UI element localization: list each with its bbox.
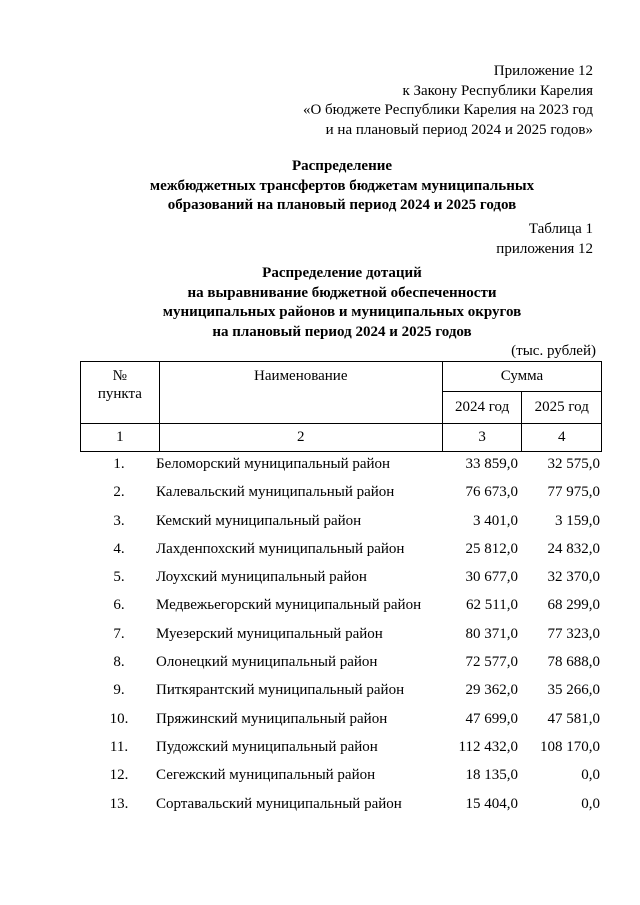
appendix-line: и на плановый период 2024 и 2025 годов» — [325, 121, 593, 138]
row-value-2024: 3 401,0 — [473, 512, 518, 529]
table-header — [80, 361, 602, 452]
row-number: 2. — [113, 484, 125, 501]
table-row — [80, 710, 602, 738]
table-row — [80, 653, 602, 681]
row-value-2025: 32 575,0 — [547, 456, 600, 472]
row-value-2025: 68 299,0 — [547, 597, 600, 614]
row-name: Пряжинский муниципальный район — [156, 710, 388, 727]
row-value-2024: 47 699,0 — [465, 710, 518, 727]
row-name: Муезерский муниципальный район — [156, 625, 383, 642]
row-number: 8. — [113, 654, 125, 671]
document-title — [0, 157, 640, 216]
row-name: Медвежьегорский муниципальный район — [156, 597, 422, 614]
row-value-2024: 25 812,0 — [465, 540, 518, 557]
index-cell: 1 — [81, 424, 160, 452]
row-number: 12. — [109, 767, 129, 784]
table-row — [80, 681, 602, 709]
row-name: Сортавальский муниципальный район — [156, 795, 402, 812]
row-value-2025: 35 266,0 — [547, 682, 600, 699]
row-value-2024: 29 362,0 — [465, 682, 518, 699]
row-value-2025: 0,0 — [581, 767, 600, 784]
row-name: Лахденпохский муниципальный район — [156, 540, 405, 557]
appendix-line: Приложение 12 — [493, 63, 593, 79]
header-year-2025: 2025 год — [522, 391, 602, 423]
row-name: Сегежский муниципальный район — [156, 767, 376, 784]
units-label: (тыс. рублей) — [511, 343, 596, 359]
row-value-2025: 0,0 — [581, 795, 600, 812]
row-value-2024: 112 432,0 — [458, 738, 518, 755]
header-sum: Сумма — [442, 362, 601, 392]
subtitle-line: на плановый период 2024 и 2025 годов — [212, 323, 472, 340]
row-value-2025: 3 159,0 — [555, 512, 600, 529]
row-number: 3. — [113, 512, 125, 529]
row-value-2025: 108 170,0 — [540, 738, 600, 755]
table-reference — [496, 220, 593, 259]
row-value-2025: 32 370,0 — [547, 569, 600, 586]
row-number: 9. — [113, 682, 125, 699]
row-value-2024: 80 371,0 — [465, 625, 518, 642]
header-name: Наименование — [159, 362, 442, 424]
row-value-2024: 72 577,0 — [465, 654, 518, 671]
table-row — [80, 568, 602, 596]
header-year-2024: 2024 год — [442, 391, 522, 423]
row-value-2024: 76 673,0 — [465, 484, 518, 501]
table-row — [80, 455, 602, 483]
row-name: Калевальский муниципальный район — [156, 484, 395, 501]
row-value-2025: 47 581,0 — [547, 710, 600, 727]
index-cell: 4 — [522, 424, 602, 452]
subtitle-line: Распределение дотаций — [262, 265, 422, 281]
index-cell: 3 — [442, 424, 522, 452]
row-value-2024: 30 677,0 — [465, 569, 518, 586]
row-number: 13. — [109, 795, 129, 812]
row-number: 5. — [113, 569, 125, 586]
table-row — [80, 540, 602, 568]
table-row — [80, 512, 602, 540]
row-value-2025: 78 688,0 — [547, 654, 600, 671]
row-value-2025: 24 832,0 — [547, 540, 600, 557]
appendix-line: к Закону Республики Карелия — [402, 82, 593, 99]
row-value-2024: 18 135,0 — [465, 767, 518, 784]
table-ref-line: Таблица 1 — [528, 221, 593, 237]
appendix-reference — [303, 62, 593, 140]
row-name: Питкярантский муниципальный район — [156, 682, 405, 699]
table-row — [80, 766, 602, 794]
row-number: 6. — [113, 597, 125, 614]
title-line: межбюджетных трансфертов бюджетам муниципальных — [149, 177, 535, 194]
row-name: Олонецкий муниципальный район — [156, 654, 378, 671]
row-name: Пудожский муниципальный район — [156, 738, 378, 755]
row-number: 7. — [113, 625, 125, 642]
title-line: образований на плановый период 2024 и 2025 годов — [167, 197, 517, 213]
row-number: 4. — [113, 540, 125, 557]
row-value-2025: 77 975,0 — [547, 484, 600, 501]
row-name: Беломорский муниципальный район — [156, 456, 391, 472]
row-number: 1. — [113, 456, 125, 472]
table-row — [80, 795, 602, 823]
row-value-2024: 15 404,0 — [465, 795, 518, 812]
row-value-2024: 33 859,0 — [465, 456, 518, 472]
subtitle-line: на выравнивание бюджетной обеспеченности — [187, 284, 497, 301]
row-number: 11. — [109, 738, 129, 755]
index-cell: 2 — [159, 424, 442, 452]
row-value-2024: 62 511,0 — [466, 597, 518, 614]
table-title — [0, 264, 640, 342]
table-row — [80, 625, 602, 653]
table-row — [80, 596, 602, 624]
appendix-line: «О бюджете Республики Карелия на 2023 год — [302, 102, 593, 118]
row-name: Лоухский муниципальный район — [156, 569, 367, 586]
row-value-2025: 77 323,0 — [547, 625, 600, 642]
header-number — [81, 362, 160, 424]
subtitle-line: муниципальных районов и муниципальных округов — [162, 304, 522, 320]
row-number: 10. — [109, 710, 129, 727]
title-line: Распределение — [291, 158, 393, 174]
table-row — [80, 483, 602, 511]
header-number-line2: пункта — [97, 386, 142, 402]
row-name: Кемский муниципальный район — [156, 512, 362, 529]
header-number-line1: № — [112, 368, 127, 384]
table-row — [80, 738, 602, 766]
table-body — [80, 455, 602, 823]
table-ref-line: приложения 12 — [496, 240, 593, 257]
